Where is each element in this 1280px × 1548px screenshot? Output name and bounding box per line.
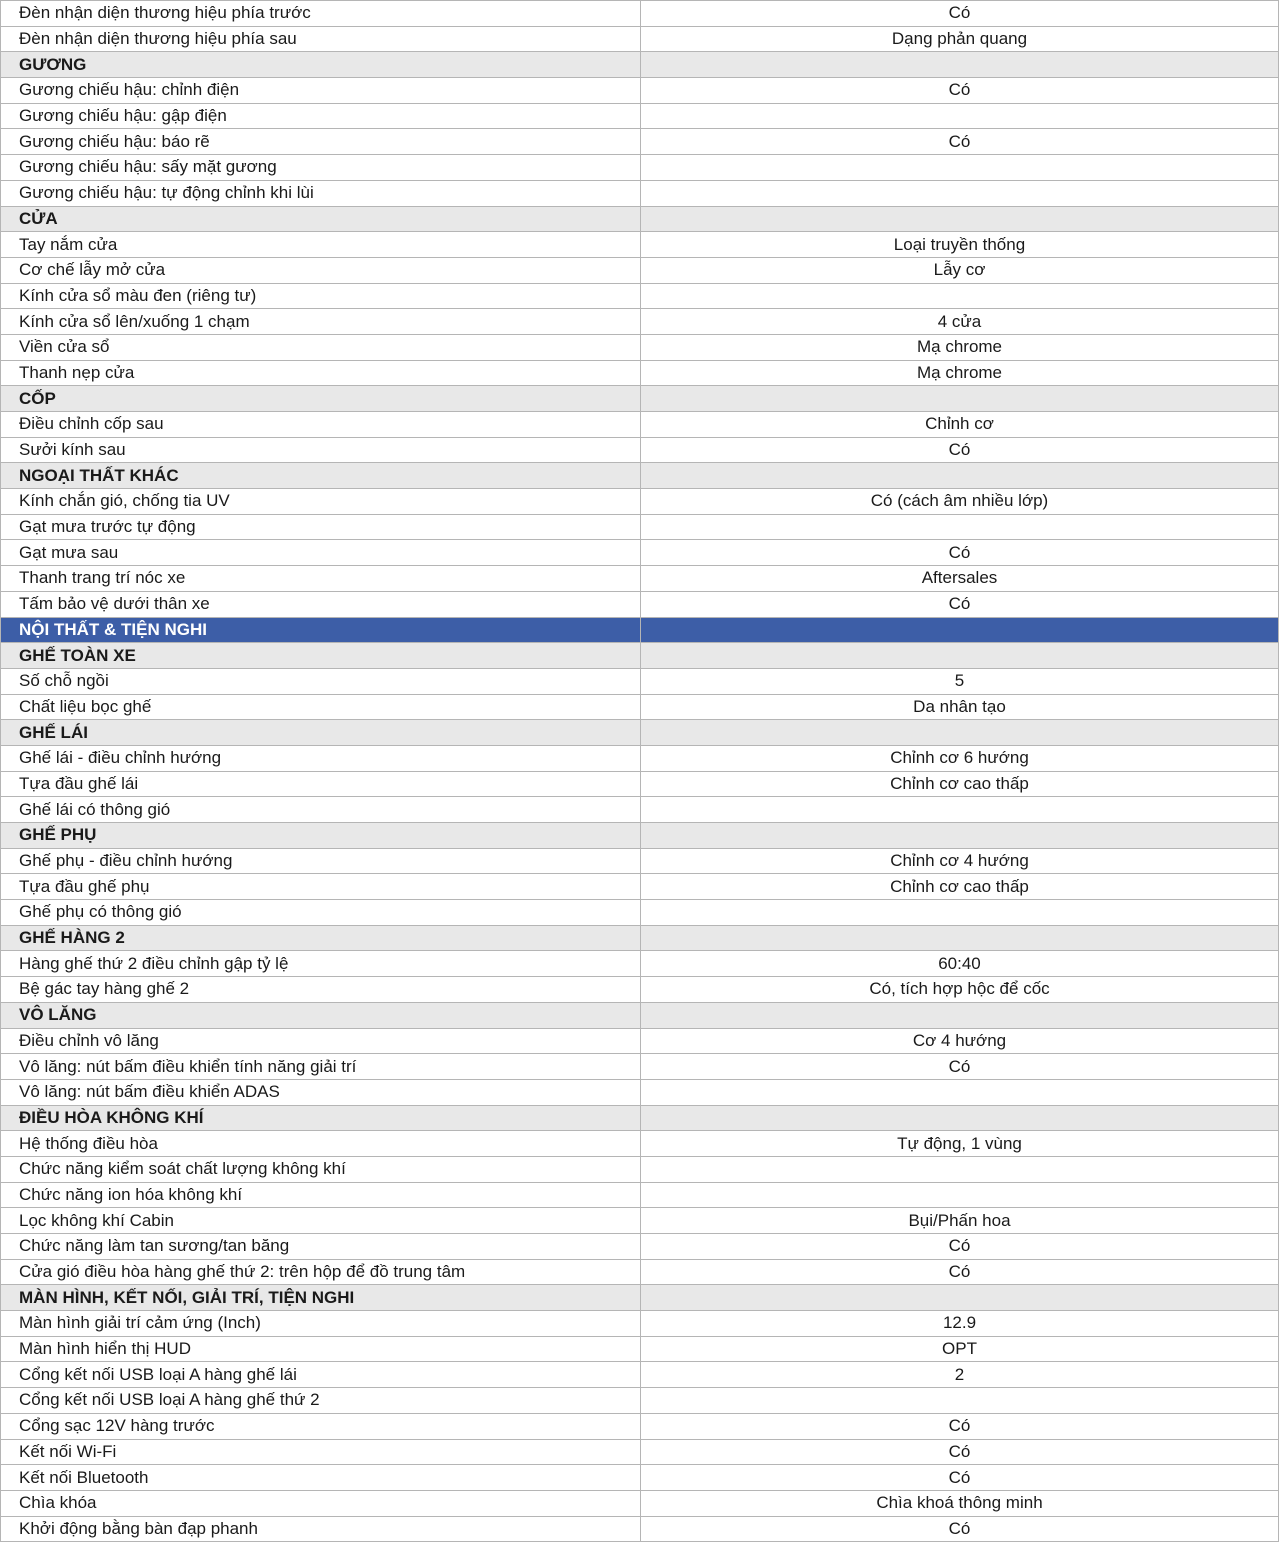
spec-row xyxy=(1,78,1279,104)
section-header-row xyxy=(1,643,1279,669)
spec-row xyxy=(1,437,1279,463)
spec-label: Chức năng ion hóa không khí xyxy=(1,1182,641,1208)
spec-value xyxy=(641,823,1279,849)
section-title: VÔ LĂNG xyxy=(1,1002,641,1028)
spec-value: Chìa khoá thông minh xyxy=(641,1490,1279,1516)
spec-row xyxy=(1,26,1279,52)
spec-value: 5 xyxy=(641,668,1279,694)
spec-value xyxy=(641,900,1279,926)
section-title: NGOẠI THẤT KHÁC xyxy=(1,463,641,489)
spec-row xyxy=(1,1,1279,27)
spec-label: Điều chỉnh vô lăng xyxy=(1,1028,641,1054)
spec-label: Tựa đầu ghế phụ xyxy=(1,874,641,900)
spec-value: Chỉnh cơ 6 hướng xyxy=(641,745,1279,771)
spec-value: Có xyxy=(641,540,1279,566)
spec-value xyxy=(641,283,1279,309)
spec-label: Gương chiếu hậu: báo rẽ xyxy=(1,129,641,155)
spec-row xyxy=(1,1465,1279,1491)
spec-label: Vô lăng: nút bấm điều khiển tính năng giải trí xyxy=(1,1054,641,1080)
spec-label: Gương chiếu hậu: chỉnh điện xyxy=(1,78,641,104)
spec-row xyxy=(1,1413,1279,1439)
spec-row xyxy=(1,771,1279,797)
spec-label: Kết nối Wi-Fi xyxy=(1,1439,641,1465)
spec-row xyxy=(1,1028,1279,1054)
spec-label: Chức năng làm tan sương/tan băng xyxy=(1,1234,641,1260)
spec-label: Ghế phụ có thông gió xyxy=(1,900,641,926)
spec-label: Ghế lái - điều chỉnh hướng xyxy=(1,745,641,771)
spec-value xyxy=(641,206,1279,232)
spec-label: Tấm bảo vệ dưới thân xe xyxy=(1,591,641,617)
spec-value: Mạ chrome xyxy=(641,334,1279,360)
spec-value xyxy=(641,1079,1279,1105)
section-header-row xyxy=(1,823,1279,849)
section-header-row xyxy=(1,463,1279,489)
spec-row xyxy=(1,1516,1279,1542)
spec-label: Thanh trang trí nóc xe xyxy=(1,566,641,592)
spec-row xyxy=(1,334,1279,360)
spec-label: Hàng ghế thứ 2 điều chỉnh gập tỷ lệ xyxy=(1,951,641,977)
spec-label: Hệ thống điều hòa xyxy=(1,1131,641,1157)
spec-row xyxy=(1,155,1279,181)
spec-label: Gương chiếu hậu: tự động chỉnh khi lùi xyxy=(1,180,641,206)
spec-label: Chất liệu bọc ghế xyxy=(1,694,641,720)
spec-value: Loại truyền thống xyxy=(641,232,1279,258)
spec-value xyxy=(641,180,1279,206)
spec-label: Lọc không khí Cabin xyxy=(1,1208,641,1234)
spec-label: Sưởi kính sau xyxy=(1,437,641,463)
spec-value: 2 xyxy=(641,1362,1279,1388)
spec-row xyxy=(1,951,1279,977)
spec-row xyxy=(1,745,1279,771)
section-title: GHẾ LÁI xyxy=(1,720,641,746)
spec-label: Đèn nhận diện thương hiệu phía trước xyxy=(1,1,641,27)
spec-row xyxy=(1,1156,1279,1182)
section-header-row xyxy=(1,386,1279,412)
spec-row xyxy=(1,129,1279,155)
spec-value: Chỉnh cơ cao thấp xyxy=(641,771,1279,797)
spec-value xyxy=(641,1285,1279,1311)
spec-row xyxy=(1,1336,1279,1362)
spec-label: Ghế lái có thông gió xyxy=(1,797,641,823)
spec-value: Tự động, 1 vùng xyxy=(641,1131,1279,1157)
spec-label: Kính cửa sổ màu đen (riêng tư) xyxy=(1,283,641,309)
spec-value: Da nhân tạo xyxy=(641,694,1279,720)
spec-row xyxy=(1,232,1279,258)
spec-label: Khởi động bằng bàn đạp phanh xyxy=(1,1516,641,1542)
spec-row xyxy=(1,1439,1279,1465)
spec-value xyxy=(641,797,1279,823)
spec-value: Có xyxy=(641,1054,1279,1080)
spec-label: Màn hình giải trí cảm ứng (Inch) xyxy=(1,1311,641,1337)
spec-row xyxy=(1,257,1279,283)
section-title: ĐIỀU HÒA KHÔNG KHÍ xyxy=(1,1105,641,1131)
spec-value: Bụi/Phấn hoa xyxy=(641,1208,1279,1234)
spec-label: Cơ chế lẫy mở cửa xyxy=(1,257,641,283)
spec-label: Tựa đầu ghế lái xyxy=(1,771,641,797)
spec-value: Có xyxy=(641,591,1279,617)
section-header-row xyxy=(1,206,1279,232)
spec-row xyxy=(1,1079,1279,1105)
spec-value: Chỉnh cơ cao thấp xyxy=(641,874,1279,900)
spec-label: Gạt mưa sau xyxy=(1,540,641,566)
spec-row xyxy=(1,360,1279,386)
spec-row xyxy=(1,412,1279,438)
spec-value: Có xyxy=(641,1439,1279,1465)
section-title: GHẾ HÀNG 2 xyxy=(1,925,641,951)
spec-label: Đèn nhận diện thương hiệu phía sau xyxy=(1,26,641,52)
spec-row xyxy=(1,977,1279,1003)
spec-value xyxy=(641,1105,1279,1131)
spec-value: Có xyxy=(641,129,1279,155)
spec-value: OPT xyxy=(641,1336,1279,1362)
spec-label: Viền cửa sổ xyxy=(1,334,641,360)
spec-value: Có xyxy=(641,1516,1279,1542)
section-header-row xyxy=(1,1002,1279,1028)
spec-row xyxy=(1,1234,1279,1260)
spec-value xyxy=(641,52,1279,78)
spec-row xyxy=(1,900,1279,926)
spec-row xyxy=(1,309,1279,335)
section-title: MÀN HÌNH, KẾT NỐI, GIẢI TRÍ, TIỆN NGHI xyxy=(1,1285,641,1311)
spec-value xyxy=(641,617,1279,643)
spec-value: Có xyxy=(641,1234,1279,1260)
section-title: GHẾ PHỤ xyxy=(1,823,641,849)
spec-row xyxy=(1,1208,1279,1234)
spec-value: Có xyxy=(641,1259,1279,1285)
spec-row xyxy=(1,566,1279,592)
spec-row xyxy=(1,540,1279,566)
spec-value xyxy=(641,463,1279,489)
spec-label: Tay nắm cửa xyxy=(1,232,641,258)
spec-label: Cổng kết nối USB loại A hàng ghế lái xyxy=(1,1362,641,1388)
spec-table-body xyxy=(1,1,1279,1542)
spec-value: 12.9 xyxy=(641,1311,1279,1337)
spec-value xyxy=(641,925,1279,951)
section-title: GƯƠNG xyxy=(1,52,641,78)
category-header-row xyxy=(1,617,1279,643)
spec-label: Kính chắn gió, chống tia UV xyxy=(1,489,641,515)
spec-row xyxy=(1,874,1279,900)
section-title: CỬA xyxy=(1,206,641,232)
section-header-row xyxy=(1,1105,1279,1131)
spec-label: Kết nối Bluetooth xyxy=(1,1465,641,1491)
spec-value xyxy=(641,1156,1279,1182)
spec-value: Có xyxy=(641,1465,1279,1491)
spec-value: Có xyxy=(641,1,1279,27)
spec-row xyxy=(1,1131,1279,1157)
spec-label: Kính cửa sổ lên/xuống 1 chạm xyxy=(1,309,641,335)
section-title: NỘI THẤT & TIỆN NGHI xyxy=(1,617,641,643)
spec-label: Cổng kết nối USB loại A hàng ghế thứ 2 xyxy=(1,1388,641,1414)
spec-row xyxy=(1,1388,1279,1414)
spec-value: Dạng phản quang xyxy=(641,26,1279,52)
spec-row xyxy=(1,797,1279,823)
spec-row xyxy=(1,1490,1279,1516)
spec-label: Cổng sạc 12V hàng trước xyxy=(1,1413,641,1439)
spec-value: 60:40 xyxy=(641,951,1279,977)
spec-value xyxy=(641,1388,1279,1414)
spec-row xyxy=(1,848,1279,874)
spec-row xyxy=(1,283,1279,309)
spec-value xyxy=(641,386,1279,412)
spec-label: Gương chiếu hậu: sấy mặt gương xyxy=(1,155,641,181)
spec-row xyxy=(1,514,1279,540)
spec-row xyxy=(1,694,1279,720)
spec-value xyxy=(641,1182,1279,1208)
spec-label: Điều chỉnh cốp sau xyxy=(1,412,641,438)
section-title: CỐP xyxy=(1,386,641,412)
spec-value: Chỉnh cơ xyxy=(641,412,1279,438)
spec-row xyxy=(1,180,1279,206)
spec-row xyxy=(1,1054,1279,1080)
spec-label: Số chỗ ngồi xyxy=(1,668,641,694)
section-header-row xyxy=(1,1285,1279,1311)
section-title: GHẾ TOÀN XE xyxy=(1,643,641,669)
spec-value: Chỉnh cơ 4 hướng xyxy=(641,848,1279,874)
spec-value xyxy=(641,155,1279,181)
spec-value: Có xyxy=(641,1413,1279,1439)
spec-row xyxy=(1,1182,1279,1208)
spec-label: Vô lăng: nút bấm điều khiển ADAS xyxy=(1,1079,641,1105)
spec-label: Ghế phụ - điều chỉnh hướng xyxy=(1,848,641,874)
spec-value: Có, tích hợp hộc để cốc xyxy=(641,977,1279,1003)
section-header-row xyxy=(1,720,1279,746)
spec-value: Lẫy cơ xyxy=(641,257,1279,283)
spec-row xyxy=(1,489,1279,515)
spec-row xyxy=(1,1362,1279,1388)
spec-row xyxy=(1,668,1279,694)
spec-value: Aftersales xyxy=(641,566,1279,592)
spec-value: Có (cách âm nhiều lớp) xyxy=(641,489,1279,515)
spec-value: 4 cửa xyxy=(641,309,1279,335)
spec-value xyxy=(641,720,1279,746)
spec-value xyxy=(641,514,1279,540)
spec-label: Gạt mưa trước tự động xyxy=(1,514,641,540)
spec-value xyxy=(641,643,1279,669)
spec-row xyxy=(1,1259,1279,1285)
spec-value xyxy=(641,103,1279,129)
spec-label: Chìa khóa xyxy=(1,1490,641,1516)
spec-label: Thanh nẹp cửa xyxy=(1,360,641,386)
spec-row xyxy=(1,103,1279,129)
spec-value: Có xyxy=(641,437,1279,463)
spec-value xyxy=(641,1002,1279,1028)
spec-label: Gương chiếu hậu: gập điện xyxy=(1,103,641,129)
spec-row xyxy=(1,591,1279,617)
section-header-row xyxy=(1,925,1279,951)
spec-value: Mạ chrome xyxy=(641,360,1279,386)
spec-label: Chức năng kiểm soát chất lượng không khí xyxy=(1,1156,641,1182)
spec-label: Cửa gió điều hòa hàng ghế thứ 2: trên hộp để đồ trung tâm xyxy=(1,1259,641,1285)
section-header-row xyxy=(1,52,1279,78)
spec-value: Có xyxy=(641,78,1279,104)
spec-label: Màn hình hiển thị HUD xyxy=(1,1336,641,1362)
spec-value: Cơ 4 hướng xyxy=(641,1028,1279,1054)
spec-row xyxy=(1,1311,1279,1337)
spec-label: Bệ gác tay hàng ghế 2 xyxy=(1,977,641,1003)
